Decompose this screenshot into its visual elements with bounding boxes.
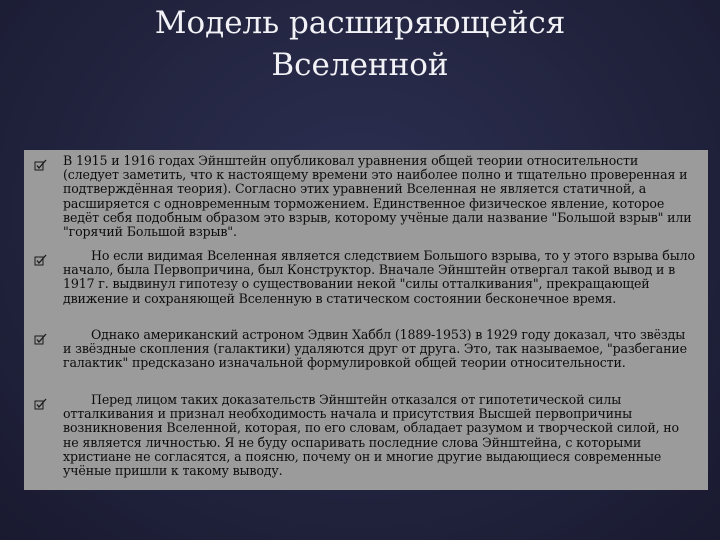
check-box-icon xyxy=(34,330,48,342)
bullet-text-4: Перед лицом таких доказательств Эйнштейн отказался от гипотетической силы отталкивания и признал необходимость начала и присутствия Высшей первопричины возникновения Вселенной, которая, по его словам, обладает разумом и творческой силой, но не является личностью. Я не буду оспаривать последние слова Эйнштейна, с которыми христиане не согласятся, а поясню, почему он и многие другие выдающиеся современные учёные пришли к такому выводу. xyxy=(63,392,679,479)
check-box-icon xyxy=(34,156,48,168)
bullet-text-1: В 1915 и 1916 годах Эйнштейн опубликовал уравнения общей теории относительности (следует заметить, что к настоящему времени это наиболее полно и тщательно проверенная и подтверждённая теория). Согласно этих уравнений Вселенная не является статичной, а расширяется с одновременным торможением. Единственное физическое явление, которое ведёт себя подобным образом это взрыв, которому учёные дали название "Большой взрыв" или "горячий Большой взрыв". xyxy=(63,153,692,240)
slide-title xyxy=(60,2,660,86)
bullet-text-3: Однако американский астроном Эдвин Хаббл (1889-1953) в 1929 году доказал, что звёзды и звёздные скопления (галактики) удаляются друг от друга. Это, так называемое, "разбегание галактик" предсказано изначальной формулировкой общей теории относительности. xyxy=(63,327,687,371)
title-line-1: Модель расширяющейся xyxy=(154,5,566,41)
title-line-2: Вселенной xyxy=(271,47,449,83)
check-box-icon xyxy=(34,251,48,263)
check-box-icon xyxy=(34,395,48,407)
content-box xyxy=(24,150,708,490)
bullet-text-2: Но если видимая Вселенная является следствием Большого взрыва, то у этого взрыва было начало, была Первопричина, был Конструктор. Вначале Эйнштейн отвергал такой вывод и в 1917 г. выдвинул гипотезу о существовании некой "силы отталкивания", прекращающей движение и сохраняющей Вселенную в статическом состоянии бесконечное время. xyxy=(63,248,695,306)
